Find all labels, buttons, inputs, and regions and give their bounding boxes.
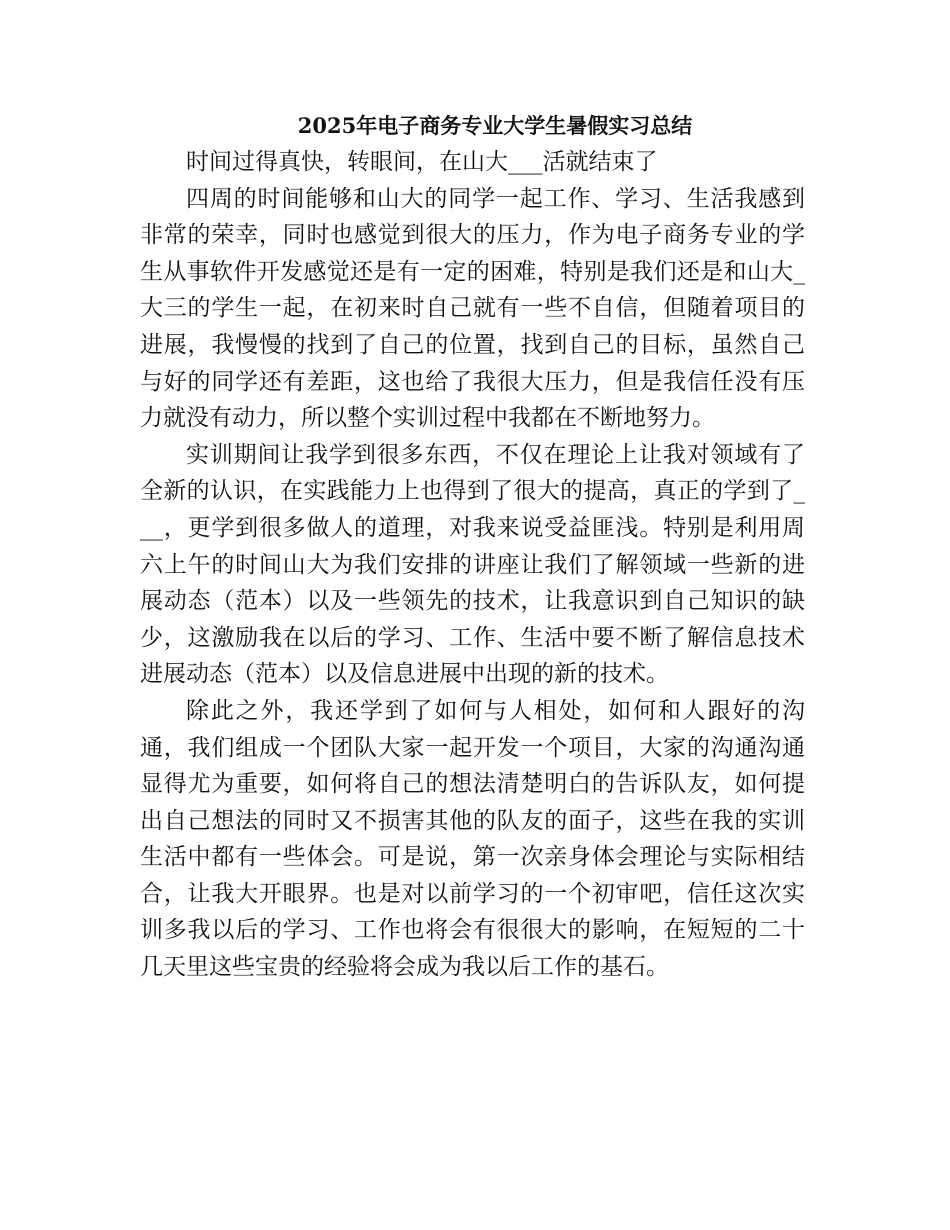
document-title: 2025年电子商务专业大学生暑假实习总结	[297, 113, 693, 138]
paragraph-teamwork: 除此之外，我还学到了如何与人相处，如何和人跟好的沟通，我们组成一个团队大家一起开发一个项目，大家的沟通沟通显得尤为重要，如何将自己的想法清楚明白的告诉队友，如何提出自己想法的同时又不损害其他的队友的面子，这些在我的实训生活中都有一些体会。可是说，第一次亲身体会理论与实际相结合，让我大开眼界。也是对以前学习的一个初审吧，信任这次实训多我以后的学习、工作也将会有很很大的影响，在短短的二十几天里这些宝贵的经验将会成为我以后工作的基石。	[140, 697, 805, 981]
paragraph-experience: 四周的时间能够和山大的同学一起工作、学习、生活我感到非常的荣幸，同时也感觉到很大的压力，作为电子商务专业的学生从事软件开发感觉还是有一定的困难，特别是我们还是和山大_大三的学生一起，在初来时自己就有一些不自信，但随着项目的进展，我慢慢的找到了自己的位置，找到自己的目标，虽然自己与好的同学还有差距，这也给了我很大压力，但是我信任没有压力就没有动力，所以整个实训过程中我都在不断地努力。	[140, 185, 805, 432]
paragraph-learning: 实训期间让我学到很多东西，不仅在理论上让我对领域有了全新的认识，在实践能力上也得到了很大的提高，真正的学到了___，更学到很多做人的道理，对我来说受益匪浅。特别是利用周六上午的时间山大为我们安排的讲座让我们了解领域一些新的进展动态（范本）以及一些领先的技术，让我意识到自己知识的缺少，这激励我在以后的学习、工作、生活中要不断了解信息技术进展动态（范本）以及信息进展中出现的新的技术。	[140, 441, 805, 688]
document-body	[140, 108, 805, 986]
paragraph-intro: 时间过得真快，转眼间，在山大___活就结束了	[186, 149, 658, 175]
